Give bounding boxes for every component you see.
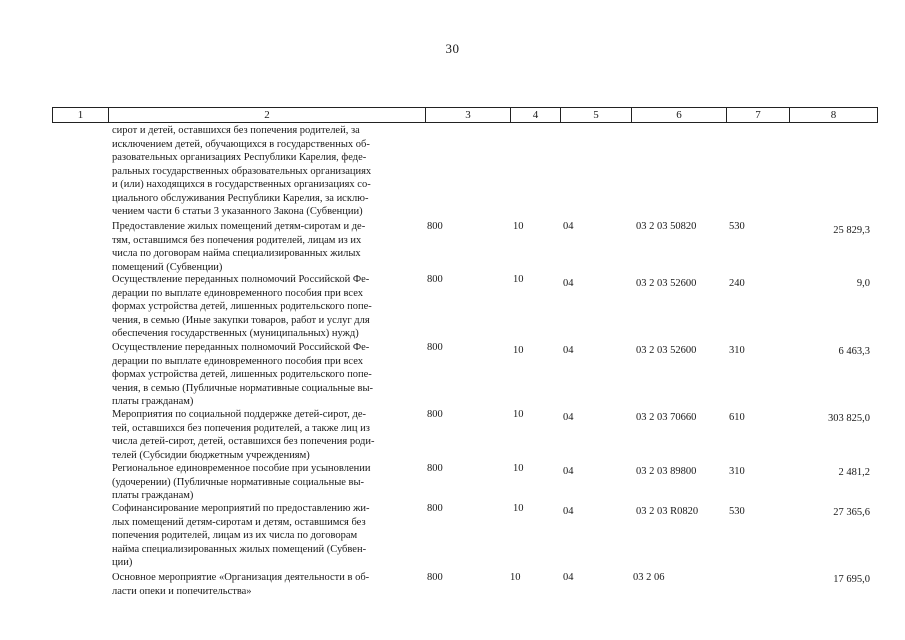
row-description: сирот и детей, оставшихся без попечения родителей, за исключением детей, обучающихся в государственных об- разовательных организациях Республики Карелия, феде- ральных государственных образовательных организациях и (или) находящихся в государственных организациях со- циального обслуживания Республики Карелия, за исклю- чением части 6 статьи 3 указанного Закона (Субвенции): [112, 125, 372, 217]
header-col-6: 6: [632, 108, 727, 122]
row-col-6: 03 2 03 50820: [636, 221, 697, 232]
row-col-8: 9,0: [856, 278, 870, 289]
row-col-3: 800: [427, 274, 443, 285]
header-col-2: 2: [109, 108, 426, 122]
row-col-7: 610: [729, 412, 745, 423]
row-col-5: 04: [563, 278, 574, 289]
row-col-7: 530: [729, 221, 745, 232]
row-col-6: 03 2 03 52600: [636, 345, 697, 356]
row-col-8: 25 829,3: [833, 225, 870, 236]
row-col-4: 10: [510, 572, 521, 583]
row-col-4: 10: [513, 409, 524, 420]
row-col-6: 03 2 03 R0820: [636, 506, 699, 517]
row-col-7: 310: [729, 345, 745, 356]
row-col-4: 10: [513, 274, 524, 285]
row-description: Региональное единовременное пособие при усыновлении (удочерении) (Публичные нормативные социальные вы- платы гражданам): [112, 463, 371, 501]
row-description: Предоставление жилых помещений детям-сиротам и де- тям, оставшимся без попечения родителей, лицам из их числа по договорам найма специализированных жилых помещений (Субвенции): [112, 221, 366, 273]
row-col-6: 03 2 03 70660: [636, 412, 697, 423]
row-col-4: 10: [513, 221, 524, 232]
row-col-7: 240: [729, 278, 745, 289]
header-col-8: 8: [830, 109, 837, 121]
row-col-5: 04: [563, 221, 574, 232]
row-col-3: 800: [427, 409, 443, 420]
row-col-7: 310: [729, 466, 745, 477]
header-col-7: 7: [727, 108, 790, 122]
row-col-6: 03 2 06: [633, 572, 665, 583]
row-col-5: 04: [563, 466, 574, 477]
row-col-6: 03 2 03 89800: [636, 466, 697, 477]
row-col-3: 800: [427, 342, 443, 353]
header-col-3: 3: [426, 108, 511, 122]
row-col-5: 04: [563, 345, 574, 356]
row-col-8: 6 463,3: [838, 346, 870, 357]
page-number: 30: [445, 41, 460, 56]
row-col-5: 04: [563, 572, 574, 583]
row-col-4: 10: [513, 503, 524, 514]
row-col-8: 17 695,0: [833, 574, 870, 585]
row-col-7: 530: [729, 506, 745, 517]
row-col-8: 27 365,6: [833, 507, 870, 518]
row-col-3: 800: [427, 221, 443, 232]
row-description: Основное мероприятие «Организация деятельности в об- ласти опеки и попечительства»: [112, 572, 370, 597]
row-col-4: 10: [513, 463, 524, 474]
row-description: Мероприятия по социальной поддержке детей-сирот, де- тей, оставшихся без попечения родителей, а также лиц из числа детей-сирот, детей, оставшихся без попечения роди- телей (Субсидии бюджетным учреждениям): [112, 409, 375, 461]
row-col-6: 03 2 03 52600: [636, 278, 697, 289]
row-description: Осуществление переданных полномочий Российской Фе- дерации по выплате единовременного пособия при всех формах устройства детей, лишенных родительского попе- чения, в семью (Иные закупки товаров, работ и услуг для обеспечения государственных (муниципальных) нужд): [112, 274, 372, 339]
row-col-8: 2 481,2: [838, 467, 870, 478]
row-col-3: 800: [427, 503, 443, 514]
row-col-5: 04: [563, 412, 574, 423]
row-col-5: 04: [563, 506, 574, 517]
header-col-4: 4: [511, 108, 561, 122]
row-col-3: 800: [427, 572, 443, 583]
row-description: Осуществление переданных полномочий Российской Фе- дерации по выплате единовременного пособия при всех формах устройства детей, лишенных родительского попе- чения, в семью (Публичные нормативные социальные вы- платы гражданам): [112, 342, 374, 407]
row-col-8: 303 825,0: [828, 413, 870, 424]
row-description: Софинансирование мероприятий по предоставлению жи- лых помещений детям-сиротам и детям, оставшимся без попечения родителей, лицам из их числа по договорам найма специализированных жилых помещений (Субвен- ции): [112, 503, 370, 568]
row-col-4: 10: [513, 345, 524, 356]
row-col-3: 800: [427, 463, 443, 474]
header-col-1: 1: [53, 108, 109, 122]
header-col-5: 5: [561, 108, 632, 122]
